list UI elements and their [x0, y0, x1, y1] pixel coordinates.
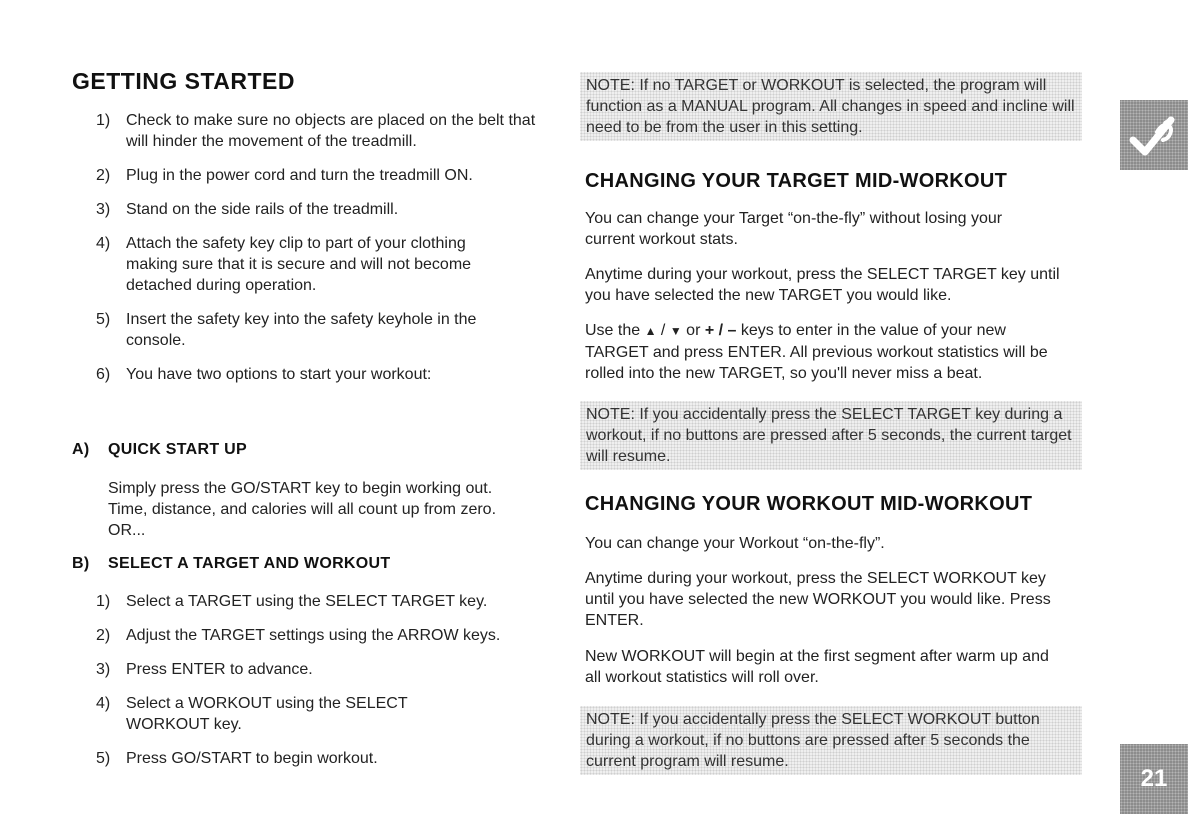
target-section-heading: CHANGING YOUR TARGET MID-WORKOUT	[585, 170, 1008, 192]
list-item: 4) Select a WORKOUT using the SELECT WORKOUT key.	[96, 695, 408, 733]
up-arrow-icon: ▲	[644, 324, 657, 338]
page-number-tab	[1120, 744, 1188, 814]
quick-start-text: Simply press the GO/START key to begin working out. Time, distance, and calories will all count up from zero. OR...	[108, 480, 497, 539]
quick-start-heading: A) QUICK START UP	[72, 441, 248, 458]
select-target-steps	[96, 591, 536, 782]
note-workout-resume: NOTE: If you accidentally press the SELECT WORKOUT button during a workout, if no buttons are pressed after 5 seconds the current program will resume.	[580, 706, 1082, 775]
list-item: 1) Check to make sure no objects are placed on the belt that will hinder the movement of the treadmill.	[96, 112, 536, 150]
section-tab	[1120, 100, 1188, 170]
getting-started-steps	[96, 110, 536, 398]
plus-icon: +	[704, 322, 715, 339]
list-item: 3) Press ENTER to advance.	[96, 661, 313, 678]
minus-icon: –	[727, 322, 737, 339]
target-para-3: Use the ▲ / ▼ or + / – keys to enter in the value of your new TARGET and press ENTER. All previous workout statistics will be rolled into the new TARGET, so you'll never miss a beat.	[585, 322, 1048, 382]
select-target-heading: B) SELECT A TARGET AND WORKOUT	[72, 555, 391, 572]
page-number: 21	[1140, 765, 1168, 792]
list-item: 1) Select a TARGET using the SELECT TARGET key.	[96, 593, 488, 610]
list-item: 3) Stand on the side rails of the treadmill.	[96, 201, 399, 218]
hand-check-icon	[1127, 110, 1181, 160]
down-arrow-icon: ▼	[669, 324, 682, 338]
page-title: GETTING STARTED	[72, 68, 296, 94]
list-item: 5) Press GO/START to begin workout.	[96, 750, 378, 767]
list-item: 2) Adjust the TARGET settings using the ARROW keys.	[96, 627, 501, 644]
list-item: 5) Insert the safety key into the safety keyhole in the console.	[96, 311, 477, 349]
workout-para-1: You can change your Workout “on-the-fly”.	[585, 535, 885, 552]
workout-para-2: Anytime during your workout, press the SELECT WORKOUT key until you have selected the new WORKOUT you would like. Press ENTER.	[585, 570, 1051, 629]
note-manual-program: NOTE: If no TARGET or WORKOUT is selected, the program will function as a MANUAL program. All changes in speed and incline will need to be from the user in this setting.	[580, 72, 1082, 141]
workout-para-3: New WORKOUT will begin at the first segment after warm up and all workout statistics will roll over.	[585, 648, 1049, 686]
workout-section-heading: CHANGING YOUR WORKOUT MID-WORKOUT	[585, 493, 1033, 515]
note-target-resume: NOTE: If you accidentally press the SELECT TARGET key during a workout, if no buttons are pressed after 5 seconds, the current target will resume.	[580, 401, 1082, 470]
target-para-2: Anytime during your workout, press the SELECT TARGET key until you have selected the new TARGET you would like.	[585, 266, 1060, 304]
list-item: 4) Attach the safety key clip to part of your clothing making sure that it is secure and will not become detached during operation.	[96, 235, 472, 294]
target-para-1: You can change your Target “on-the-fly” without losing your current workout stats.	[585, 210, 1003, 248]
list-item: 6) You have two options to start your workout:	[96, 366, 432, 383]
list-item: 2) Plug in the power cord and turn the treadmill ON.	[96, 167, 473, 184]
